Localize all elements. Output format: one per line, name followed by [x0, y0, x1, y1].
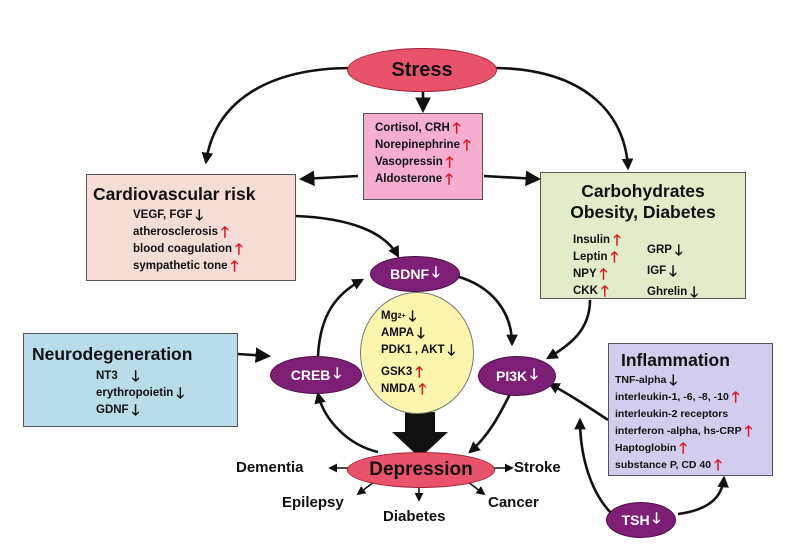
- outcome-dementia: Dementia: [236, 459, 304, 476]
- cardiovascular-box: [86, 174, 296, 281]
- depression-label: Depression: [369, 459, 473, 480]
- hormone-item: Vasopressin 🡑: [375, 153, 454, 171]
- center-item: PDK1 , AKT 🡓: [381, 341, 456, 359]
- center-item: NMDA 🡑: [381, 380, 427, 398]
- outcome-stroke: Stroke: [514, 459, 561, 476]
- arrow-cardio-to-bdnf: [295, 216, 398, 256]
- hormone-item: Cortisol, CRH 🡑: [375, 119, 461, 137]
- center-item: GSK3 🡑: [381, 363, 424, 381]
- hormone-box: [363, 113, 483, 200]
- neurodegeneration-box: [23, 333, 238, 427]
- cardiovascular-title: Cardiovascular risk: [93, 184, 256, 204]
- bdnf-node: BDNF 🡓: [370, 256, 460, 292]
- center-item: Mg 2+ 🡓: [381, 307, 417, 325]
- inflammation-item: TNF-alpha 🡓: [615, 371, 678, 389]
- arrow-to-cancer: [468, 482, 484, 494]
- cardio-item: blood coagulation 🡑: [133, 240, 243, 258]
- inflammation-box: [608, 343, 773, 476]
- inflammation-item: interleukin-1, -6, -8, -10 🡑: [615, 388, 740, 406]
- inflammation-title: Inflammation: [621, 350, 730, 370]
- inflammation-item: interleukin-2 receptors: [615, 408, 729, 420]
- outcome-diabetes: Diabetes: [383, 508, 446, 525]
- carbs-item: CKK 🡑: [573, 282, 609, 300]
- arrow-tsh-to-inflammation-right: [678, 478, 724, 514]
- outcome-epilepsy: Epilepsy: [282, 494, 344, 511]
- carbs-item: NPY 🡑: [573, 265, 608, 283]
- cardio-item: VEGF, FGF 🡓: [133, 206, 204, 224]
- inflammation-item: interferon -alpha, hs-CRP 🡑: [615, 422, 753, 440]
- creb-node: CREB 🡓: [270, 356, 362, 394]
- carbs-item: GRP 🡓: [647, 241, 683, 259]
- arrow-to-epilepsy: [358, 482, 374, 494]
- arrow-carbs-to-pi3k: [548, 300, 590, 358]
- down-arrow-icon: 🡓: [530, 365, 538, 383]
- depression-node: [347, 452, 495, 488]
- hormone-item: Norepinephrine 🡑: [375, 136, 471, 154]
- hormone-item: Aldosterone 🡑: [375, 170, 453, 188]
- cardio-item: atherosclerosis 🡑: [133, 223, 229, 241]
- arrow-hormones-to-cardio: [302, 176, 358, 179]
- arrow-neuro-to-creb: [238, 354, 268, 356]
- arrow-depression-to-creb: [318, 394, 378, 452]
- carbohydrates-box: [540, 172, 746, 299]
- down-arrow-icon: 🡓: [432, 263, 440, 281]
- arrow-stress-to-carbs: [492, 68, 628, 168]
- arrow-creb-to-bdnf: [318, 280, 362, 356]
- inflammation-item: Haptoglobin 🡑: [615, 439, 688, 457]
- carbs-item: IGF 🡓: [647, 262, 677, 280]
- arrow-pi3k-to-depression: [470, 394, 510, 452]
- stress-node: [347, 48, 497, 92]
- neurodegeneration-title: Neurodegeneration: [32, 344, 193, 364]
- carbohydrates-title: Carbohydrates Obesity, Diabetes: [570, 181, 716, 222]
- tsh-node: TSH 🡓: [606, 502, 676, 538]
- carbs-item: Ghrelin 🡓: [647, 283, 699, 301]
- down-arrow-icon: 🡓: [333, 364, 342, 382]
- down-arrow-icon: 🡓: [652, 509, 661, 527]
- inflammation-item: substance P, CD 40 🡑: [615, 456, 722, 474]
- carbs-item: Leptin 🡑: [573, 248, 619, 266]
- neuro-item: NT3 🡓: [96, 367, 140, 385]
- arrow-inflammation-to-pi3k: [550, 384, 608, 420]
- outcome-cancer: Cancer: [488, 494, 539, 511]
- center-circle: [360, 292, 474, 414]
- carbs-item: Insulin 🡑: [573, 231, 621, 249]
- arrow-hormones-to-carbs: [484, 176, 538, 179]
- center-item: AMPA 🡓: [381, 324, 425, 342]
- neuro-item: GDNF 🡓: [96, 401, 140, 419]
- pi3k-node: PI3K 🡓: [478, 356, 556, 396]
- neuro-item: erythropoietin 🡓: [96, 384, 185, 402]
- cardio-item: sympathetic tone 🡑: [133, 257, 239, 275]
- stress-label: Stress: [391, 58, 453, 81]
- arrow-stress-to-cardio: [206, 68, 352, 162]
